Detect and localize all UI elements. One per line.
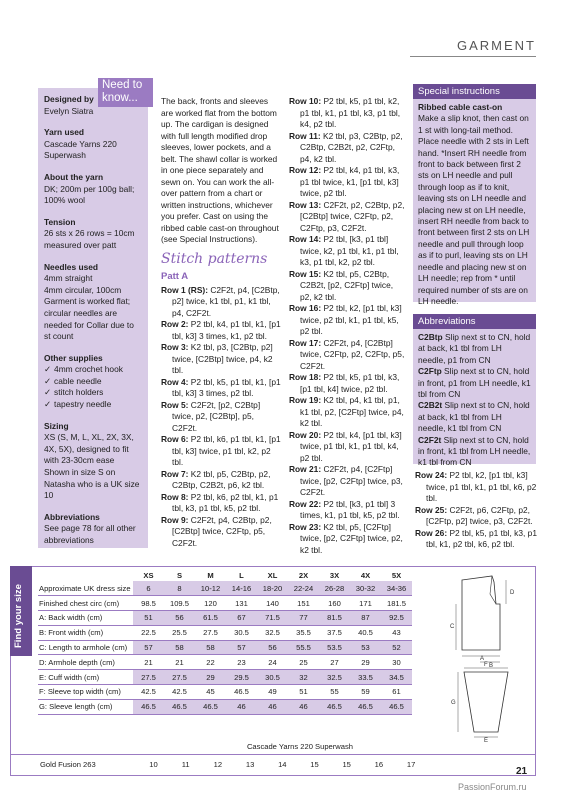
measurement-value: 109.5 [164,596,195,611]
measurement-value: 171 [350,596,381,611]
size-header: M [207,570,214,580]
yarn-quantity: 10 [149,760,158,769]
tension: 26 sts x 26 rows = 10cm measured over patt [44,228,135,250]
abbreviations-panel [413,314,536,468]
row-instructions: P2 tbl, k6, p2 tbl, k1, p1 tbl, k3, p1 tbl, k5, p2 tbl. [172,491,279,513]
measurement-value: 22-24 [288,581,319,596]
row-number: Row 8: [161,491,189,502]
measurement-value: 23 [226,655,257,670]
measurement-value: 30.5 [257,670,288,685]
measurement-value: 46.5 [195,699,226,714]
abbreviation-key: C2Btp [418,332,443,342]
designed-by-heading: Designed by [44,94,94,104]
section-header: GARMENT [457,38,536,53]
tension-heading: Tension [44,216,76,227]
schematic-diagram [450,572,534,742]
measurement-value: 18-20 [257,581,288,596]
measurement-value: 25 [288,655,319,670]
measurement-value: 53 [350,640,381,655]
row-number: Row 25: [415,504,448,515]
find-your-size-label: Find your size [13,584,24,648]
measurement-value: 56 [164,611,195,626]
need-to-know-title: Need to know... [98,78,153,107]
row-instructions: C2F2t, p4, [C2Ftp] twice, [p2, C2Ftp] twice, p3, C2F2t. [300,464,403,497]
page-number: 21 [516,766,528,777]
abbreviation-text: Slip next st to CN, hold in front, p1 from LH needle, k1 tbl from CN [418,366,531,400]
size-header: 4X [360,570,371,580]
pattern-row [161,342,281,377]
row-instructions: P2 tbl, k4, p1 tbl, k3, p1 tbl twice, k1, [p1 tbl, k3] twice, p2 tbl. [300,165,400,198]
row-number: Row 24: [415,470,448,480]
measurement-value: 71.5 [257,611,288,626]
table-divider [10,775,536,776]
abbreviations-ref: See page 78 for all other abbreviations [44,523,136,545]
measurement-value: 30 [381,655,412,670]
measurement-value: 26-28 [319,581,350,596]
needle-item: 4mm circular, 100cm [44,284,122,295]
diagram-label-d: D [510,590,515,596]
pattern-row [289,200,407,235]
yarn-quantity: 15 [310,760,319,769]
diagram-label-c: C [450,624,455,630]
special-instructions-title: Special instructions [413,84,536,99]
measurement-label: A: Back width (cm) [38,611,133,626]
row-instructions: P2 tbl, k5, p1 tbl, k2, p1 tbl, k1, p1 tbl, k3, p1 tbl, k4, p2 tbl. [300,96,401,129]
row-number: Row 1 (RS): [161,284,208,295]
measurement-label: Finished chest circ (cm) [38,596,133,611]
measurement-label: G: Sleeve length (cm) [38,699,133,714]
measurement-value: 46.5 [226,685,257,700]
row-number: Row 26: [415,527,448,538]
measurement-value: 46 [257,699,288,714]
stitch-patterns-title: Stitch patterns [161,250,268,267]
measurement-value: 52 [381,640,412,655]
row-number: Row 19: [289,395,322,405]
pattern-row [415,505,539,528]
size-header: 2X [298,570,309,580]
measurement-label: D: Armhole depth (cm) [38,655,133,670]
row-instructions: P2 tbl, k5, p1 tbl, k1, [p1 tbl, k3] 3 times, p2 tbl. [172,376,281,398]
sizing-shown: Shown in size S on Natasha who is a UK size 10 [44,467,140,501]
measurement-value: 58 [195,640,226,655]
row-number: Row 3: [161,342,189,352]
size-header: 5X [391,570,402,580]
row-instructions: K2 tbl, p3, C2Btp, p2, C2Btp, C2B2t, p2, C2Ftp, p4, k2 tbl. [300,130,403,164]
measurement-value: 21 [164,655,195,670]
row-number: Row 7: [161,468,189,479]
row-number: Row 11: [289,130,321,141]
measurement-value: 57 [133,640,164,655]
row-number: Row 14: [289,234,322,244]
size-header: XL [267,570,278,580]
table-row [38,611,412,626]
row-number: Row 20: [289,429,322,440]
measurement-value: 33.5 [350,670,381,685]
row-number: Row 5: [161,399,189,410]
measurement-value: 29 [195,670,226,685]
yarn-quantity: 16 [374,760,384,769]
diagram-label-e: E [484,738,489,742]
measurement-value: 46.5 [133,699,164,714]
measurement-value: 59 [350,685,381,700]
row-instructions: C2F2t, p6, C2Ftp, p2, [C2Ftp, p2] twice, p3, C2F2t. [426,504,533,526]
pattern-row [289,338,407,373]
table-row [38,685,412,700]
supply-item: ✓ stitch holders [44,387,142,399]
find-your-size-tab [10,566,32,656]
measurement-value: 21 [133,655,164,670]
needle-item: Garment is worked flat; circular needles are needed for Collar due to st count [44,296,134,342]
pattern-row [415,470,539,505]
pattern-row [161,469,281,492]
abbreviation-text: Slip next st to CN, hold in front, k1 tbl from LH needle, k1 tbl from CN [418,434,531,468]
measurement-value: 92.5 [381,611,412,626]
diagram-label-f: F [484,662,488,668]
measurement-value: 43 [381,625,412,640]
row-instructions: P2 tbl, k4, [p1 tbl, k3] twice, p1 tbl, k1, p1 tbl, k4, p2 tbl. [300,429,402,463]
measurement-value: 46.5 [319,699,350,714]
yarn-heading: Yarn used [44,127,85,138]
measurement-value: 10-12 [195,581,226,596]
table-row [38,670,412,685]
yarn-quantity: 14 [278,760,287,769]
row-instructions: C2F2t, [p2, C2Btp] twice, p2, [C2Btp], p5, C2F2t. [172,399,261,433]
abbreviation-text: Slip next st to CN, hold at back, k1 tbl from LH needle, p1 from CN [418,332,531,365]
row-number: Row 23: [289,521,322,532]
size-header: XS [143,570,154,580]
about-yarn: DK; 200m per 100g ball; 100% wool [44,183,135,206]
measurement-value: 42.5 [164,685,195,700]
measurement-value: 27 [319,655,350,670]
abbreviation-item [418,435,531,469]
pattern-row [289,372,407,395]
row-instructions: P2 tbl, [k3, p1 tbl] twice, k2, p1 tbl, k1, p1 tbl, k3, p1 tbl, k2, p2 tbl. [300,234,399,267]
row-number: Row 9: [161,514,189,525]
other-supplies-heading: Other supplies [44,352,103,363]
row-instructions: P2 tbl, k2, [p1 tbl, k3] twice, p2 tbl, k1, p1 tbl, k5, p2 tbl. [300,303,402,336]
pattern-row [289,303,407,338]
designer: Evelyn Siatra [44,105,94,116]
measurement-value: 29 [350,655,381,670]
header-rule [410,56,536,57]
measurement-label: E: Cuff width (cm) [38,670,133,685]
table-row [38,596,412,611]
size-header: L [239,570,244,580]
pattern-column-3 [415,470,539,551]
pattern-row [415,528,539,551]
measurement-value: 27.5 [133,670,164,685]
measurement-value: 30-32 [350,581,381,596]
measurement-value: 51 [133,611,164,626]
row-number: Row 17: [289,337,322,348]
measurement-value: 181.5 [381,596,412,611]
yarn-quantity: 13 [245,760,255,769]
table-yarn-name: Cascade Yarns 220 Superwash [246,742,354,751]
measurement-value: 53.5 [319,640,350,655]
special-text: Make a slip knot, then cast on 1 st with long-tail method. Place needle with 2 sts in Left hand. *Insert RH needle from front to back between first 2 sts on LH needle and pull through loop as if to knit, leaving sts on LH needle and placing new st on LH needle, insert RH needle from back to front between first 2 sts on LH needle and pull through loop as if to purl, leaving sts on LH needle and placing new st on LH needle; rep from * until required number of sts are on LH needle. [418,113,530,306]
measurement-value: 34-36 [381,581,412,596]
measurement-value: 81.5 [319,611,350,626]
row-number: Row 4: [161,376,189,387]
sizing: XS (S, M, L, XL, 2X, 3X, 4X, 5X), designed to fit with 23-30cm ease [44,432,134,466]
pattern-row [289,165,407,200]
row-instructions: P2 tbl, [k3, p1 tbl] 3 times, k1, p1 tbl, k5, p2 tbl. [300,498,400,520]
size-table [38,569,412,715]
pattern-row [289,234,407,269]
abbreviation-text: Slip next st to CN, hold at back, k1 tbl from LH needle, k1 tbl from CN [418,400,530,434]
measurement-value: 49 [257,685,288,700]
yarn-quantity: 11 [181,760,190,769]
measurement-value: 55 [319,685,350,700]
row-instructions: C2F2t, p4, C2Btp, p2, [C2Btp] twice, C2Ftp, p5, C2F2t. [172,514,272,548]
row-number: Row 2: [161,319,189,329]
abbreviations-title: Abbreviations [413,314,536,329]
pattern-row [161,434,281,469]
measurement-value: 22 [195,655,226,670]
row-instructions: P2 tbl, k4, p1 tbl, k1, [p1 tbl, k3] 3 times, k1, p2 tbl. [172,319,281,341]
row-number: Row 21: [289,464,322,474]
yarn-quantity: 15 [342,760,351,769]
abbreviations-heading: Abbreviations [44,511,100,522]
measurement-label: B: Front width (cm) [38,625,133,640]
size-header: 3X [329,570,340,580]
intro-text: The back, fronts and sleeves are worked flat from the bottom up. The cardigan is designed with full length modified drop sleeves, lower pockets, and a belt. The shawl collar is worked in one piece separately and sewn on. You can work the all-over pattern from a chart or written instructions, whichever you prefer. Cast on using the ribbed cable cast-on throughout (see Special Instructions). [161,96,279,244]
measurement-value: 6 [133,581,164,596]
measurement-value: 87 [350,611,381,626]
colour-label: Gold Fusion 263 [40,760,96,769]
measurement-value: 45 [195,685,226,700]
row-number: Row 16: [289,303,322,313]
measurement-value: 46.5 [381,699,412,714]
measurement-value: 61 [381,685,412,700]
measurement-value: 37.5 [319,625,350,640]
row-instructions: K2 tbl, p4, k1 tbl, p1, k1 tbl, p2, [C2Ftp] twice, p4, k2 tbl. [300,395,404,428]
measurement-value: 42.5 [133,685,164,700]
measurement-value: 98.5 [133,596,164,611]
measurement-value: 57 [226,640,257,655]
measurement-value: 151 [288,596,319,611]
row-instructions: K2 tbl, p5, C2Btp, C2B2t, [p2, C2Ftp] twice, p2, k2 tbl. [300,268,394,302]
row-instructions: P2 tbl, k2, [p1 tbl, k3] twice, p1 tbl, k1, p1 tbl, k6, p2 tbl. [426,470,537,503]
row-number: Row 6: [161,434,189,444]
abbreviation-item [418,366,531,400]
measurement-value: 32.5 [257,625,288,640]
yarn-quantity: 12 [213,760,223,769]
needle-item: 4mm straight [44,273,93,284]
measurement-value: 77 [288,611,319,626]
pattern-row [161,285,281,320]
abbreviation-key: C2F2t [418,434,442,445]
special-subtitle: Ribbed cable cast-on [418,102,503,112]
measurement-value: 120 [195,596,226,611]
row-number: Row 13: [289,199,322,210]
diagram-label-g: G [451,700,456,706]
table-row [38,699,412,714]
needles-heading: Needles used [44,261,98,272]
pattern-column-1 [161,96,281,549]
row-number: Row 12: [289,165,322,175]
table-row [38,640,412,655]
measurement-label: F: Sleeve top width (cm) [38,685,133,700]
pattern-row [161,400,281,435]
yarn-quantity: 17 [406,760,416,769]
measurement-value: 160 [319,596,350,611]
pattern-column-2 [289,96,407,556]
row-instructions: C2F2t, p4, [C2Btp, p2] twice, k1 tbl, p1, k1 tbl, p4, C2F2t. [172,284,280,318]
measurement-value: 51 [288,685,319,700]
pattern-row [289,464,407,499]
measurement-value: 46 [288,699,319,714]
abbreviation-key: C2Ftp [418,366,442,377]
measurement-value: 34.5 [381,670,412,685]
row-instructions: C2F2t, p4, [C2Btp] twice, C2Ftp, p2, C2Ftp, p5, C2F2t. [300,337,405,371]
measurement-value: 27.5 [164,670,195,685]
measurement-value: 27.5 [195,625,226,640]
site-watermark: PassionForum.ru [458,782,527,792]
pattern-row [161,492,281,515]
size-header: S [176,570,183,580]
measurement-label: Approximate UK dress size [38,581,133,596]
about-heading: About the yarn [44,171,104,182]
row-instructions: C2F2t, p2, C2Btp, p2, [C2Btp] twice, C2Ftp, p2, C2Ftp, p3, C2F2t. [300,199,405,233]
row-instructions: K2 tbl, p5, C2Btp, p2, C2Btp, C2B2t, p6, k2 tbl. [172,468,271,490]
measurement-value: 55.5 [288,640,319,655]
measurement-value: 22.5 [133,625,164,640]
table-row [38,655,412,670]
measurement-value: 40.5 [350,625,381,640]
measurement-value: 67 [226,611,257,626]
pattern-row [161,319,281,342]
pattern-row [289,395,407,430]
pattern-row [289,269,407,304]
row-number: Row 22: [289,498,322,509]
pattern-row [161,377,281,400]
row-instructions: K2 tbl, p3, [C2Btp, p2] twice, [C2Btp] twice, p4, k2 tbl. [172,342,273,375]
measurement-value: 46.5 [164,699,195,714]
supply-item: ✓ 4mm crochet hook [44,364,142,376]
row-instructions: P2 tbl, k5, p1 tbl, k3, p1 tbl, k1, p2 tbl, k6, p2 tbl. [426,527,537,549]
measurement-value: 61.5 [195,611,226,626]
measurement-value: 56 [257,640,288,655]
measurement-value: 46.5 [350,699,381,714]
measurement-value: 30.5 [226,625,257,640]
pattern-row [289,96,407,131]
diagram-label-a: A [480,656,485,662]
table-divider [10,754,536,755]
row-instructions: P2 tbl, k6, p1 tbl, k1, [p1 tbl, k3] twice, p1 tbl, k2, p2 tbl. [172,434,281,467]
measurement-value: 29.5 [226,670,257,685]
pattern-row [289,430,407,465]
measurement-value: 32 [288,670,319,685]
pattern-row [289,131,407,166]
measurement-value: 46 [226,699,257,714]
measurement-label: C: Length to armhole (cm) [38,640,133,655]
abbreviation-key: C2B2t [418,400,443,411]
table-row [38,581,412,596]
row-number: Row 10: [289,96,322,106]
supply-item: ✓ tapestry needle [44,399,142,411]
sizing-heading: Sizing [44,420,69,431]
row-number: Row 18: [289,372,322,382]
special-instructions-panel [413,84,536,306]
abbreviation-item [418,332,531,366]
measurement-value: 32.5 [319,670,350,685]
table-row [38,625,412,640]
pattern-row [289,499,407,522]
yarn-used: Cascade Yarns 220 Superwash [44,138,117,161]
row-instructions: P2 tbl, k5, p1 tbl, k3, [p1 tbl, k4] twice, p2 tbl. [300,372,400,394]
measurement-value: 35.5 [288,625,319,640]
diagram-label-b: B [489,663,494,669]
abbreviation-item [418,400,531,434]
pattern-row [289,522,407,557]
measurement-value: 140 [257,596,288,611]
row-number: Row 15: [289,268,322,279]
need-to-know-box [38,88,148,548]
measurement-value: 131 [226,596,257,611]
patt-a-title: Patt A [161,271,189,282]
measurement-value: 24 [257,655,288,670]
supply-item: ✓ cable needle [44,376,142,388]
row-instructions: K2 tbl, p5, [C2Ftp] twice, [p2, C2Ftp] twice, p2, k2 tbl. [300,521,403,555]
measurement-value: 8 [164,581,195,596]
pattern-row [161,515,281,550]
measurement-value: 58 [164,640,195,655]
measurement-value: 25.5 [164,625,195,640]
measurement-value: 14-16 [226,581,257,596]
